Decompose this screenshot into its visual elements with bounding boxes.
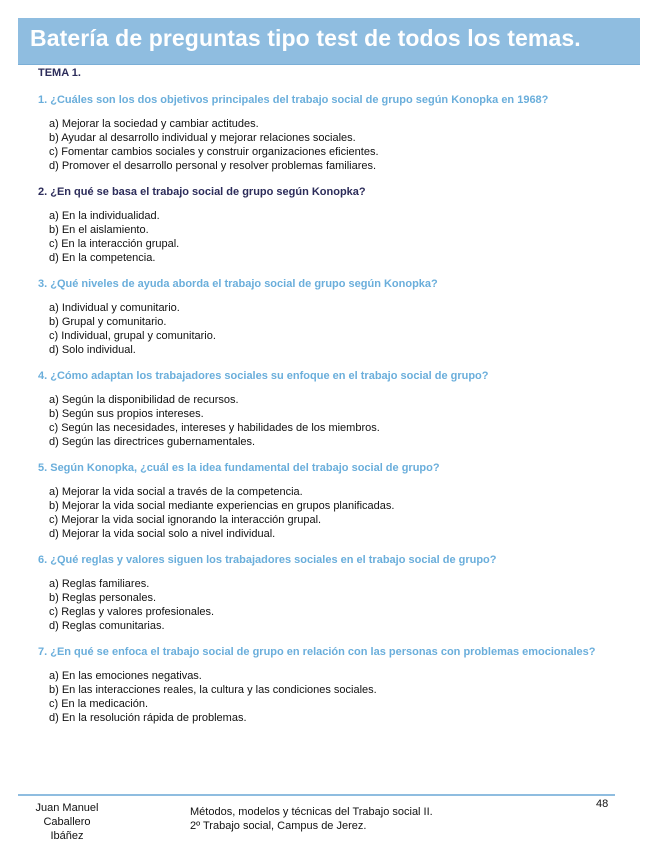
question-6	[38, 553, 620, 633]
course-line: 2º Trabajo social, Campus de Jerez.	[190, 820, 367, 832]
answer-option: c) Mejorar la vida social ignorando la interacción grupal.	[49, 514, 322, 526]
footer-author	[30, 801, 104, 843]
answer-list	[38, 485, 620, 541]
answer-option: c) Individual, grupal y comunitario.	[49, 330, 216, 342]
page-number: 48	[596, 798, 609, 810]
document-content	[38, 67, 620, 737]
answer-option: a) Mejorar la sociedad y cambiar actitudes.	[49, 118, 259, 130]
answer-option: b) Grupal y comunitario.	[49, 316, 167, 328]
answer-option: a) En la individualidad.	[49, 210, 160, 222]
question-text: 4. ¿Cómo adaptan los trabajadores sociales su enfoque en el trabajo social de grupo?	[38, 370, 489, 382]
answer-option: c) En la interacción grupal.	[49, 238, 180, 250]
page-title: Batería de preguntas tipo test de todos los temas.	[30, 25, 581, 51]
question-text: 6. ¿Qué reglas y valores siguen los trabajadores sociales en el trabajo social de grupo?	[38, 554, 497, 566]
answer-list	[38, 209, 620, 265]
answer-list	[38, 577, 620, 633]
page-banner	[18, 18, 640, 65]
section-heading: TEMA 1.	[38, 67, 81, 79]
answer-option: b) Mejorar la vida social mediante experiencias en grupos planificadas.	[49, 500, 395, 512]
answer-option: c) Fomentar cambios sociales y construir organizaciones eficientes.	[49, 146, 379, 158]
question-4	[38, 369, 620, 449]
answer-option: c) Reglas y valores profesionales.	[49, 606, 215, 618]
question-text: 3. ¿Qué niveles de ayuda aborda el trabajo social de grupo según Konopka?	[38, 278, 438, 290]
course-line: Métodos, modelos y técnicas del Trabajo social II.	[190, 806, 433, 818]
answer-option: d) Mejorar la vida social solo a nivel individual.	[49, 528, 276, 540]
question-5	[38, 461, 620, 541]
answer-option: d) Según las directrices gubernamentales.	[49, 436, 256, 448]
answer-option: b) Según sus propios intereses.	[49, 408, 204, 420]
author-line: Juan Manuel	[35, 802, 99, 814]
answer-option: c) Según las necesidades, intereses y habilidades de los miembros.	[49, 422, 380, 434]
question-text: 1. ¿Cuáles son los dos objetivos principales del trabajo social de grupo según Konopka en 1968?	[38, 94, 549, 106]
answer-list	[38, 393, 620, 449]
answer-option: d) En la resolución rápida de problemas.	[49, 712, 247, 724]
question-7	[38, 645, 620, 725]
answer-list	[38, 117, 620, 173]
question-1	[38, 93, 620, 173]
answer-option: a) Reglas familiares.	[49, 578, 150, 590]
answer-option: a) En las emociones negativas.	[49, 670, 202, 682]
answer-option: d) En la competencia.	[49, 252, 156, 264]
answer-option: d) Reglas comunitarias.	[49, 620, 165, 632]
footer-divider	[18, 794, 615, 796]
footer-course	[190, 805, 433, 833]
answer-list	[38, 301, 620, 357]
answer-option: a) Según la disponibilidad de recursos.	[49, 394, 239, 406]
answer-option: b) Reglas personales.	[49, 592, 157, 604]
question-text: 7. ¿En qué se enfoca el trabajo social de grupo en relación con las personas con problemas emocionales?	[38, 646, 596, 658]
answer-option: b) En las interacciones reales, la cultura y las condiciones sociales.	[49, 684, 377, 696]
author-line: Ibáñez	[50, 830, 84, 842]
question-text: 2. ¿En qué se basa el trabajo social de grupo según Konopka?	[38, 186, 366, 198]
answer-option: a) Individual y comunitario.	[49, 302, 180, 314]
answer-option: c) En la medicación.	[49, 698, 149, 710]
answer-option: b) Ayudar al desarrollo individual y mejorar relaciones sociales.	[49, 132, 356, 144]
answer-option: a) Mejorar la vida social a través de la competencia.	[49, 486, 303, 498]
question-3	[38, 277, 620, 357]
answer-option: d) Promover el desarrollo personal y resolver problemas familiares.	[49, 160, 377, 172]
question-2	[38, 185, 620, 265]
answer-option: d) Solo individual.	[49, 344, 136, 356]
question-text: 5. Según Konopka, ¿cuál es la idea fundamental del trabajo social de grupo?	[38, 462, 440, 474]
answer-list	[38, 669, 620, 725]
author-line: Caballero	[43, 816, 91, 828]
answer-option: b) En el aislamiento.	[49, 224, 149, 236]
